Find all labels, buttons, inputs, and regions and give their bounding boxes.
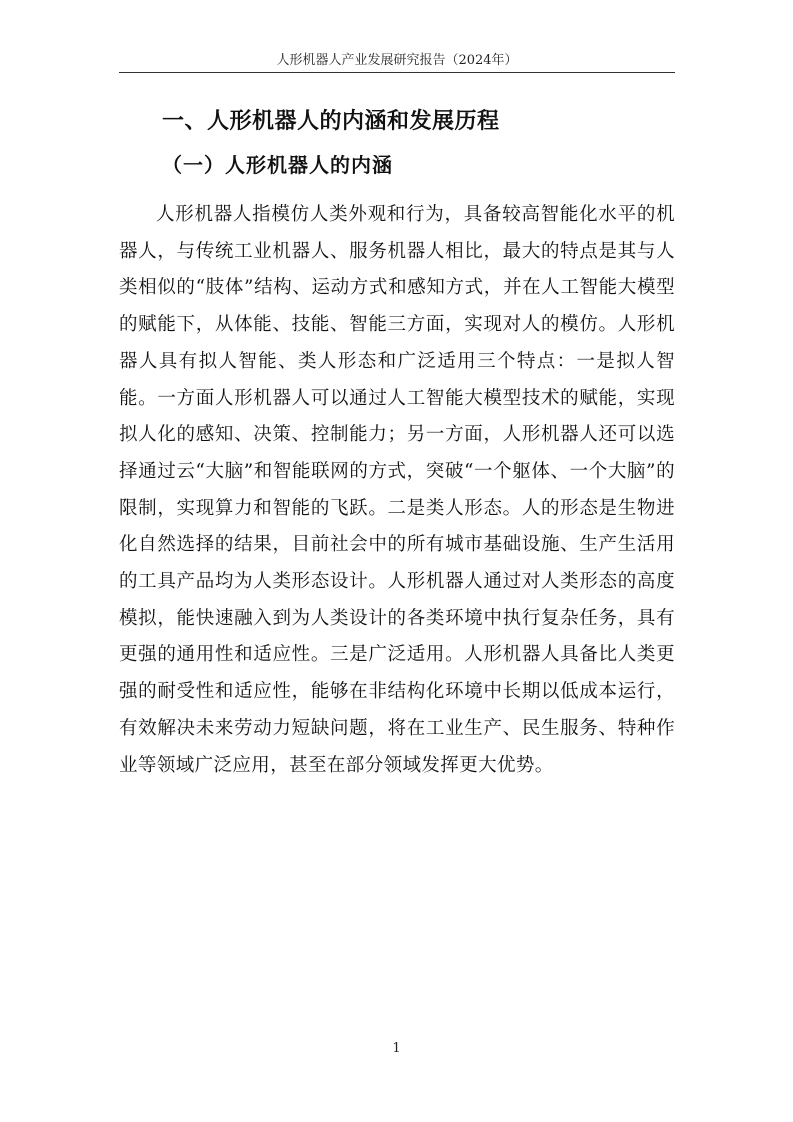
section-heading: 一、人形机器人的内涵和发展历程 — [162, 109, 500, 134]
body-paragraph: 人形机器人指模仿人类外观和行为，具备较高智能化水平的机器人，与传统工业机器人、服务机器人相比，最大的特点是其与人类相似的“肢体”结构、运动方式和感知方式，并在人工智能大模型的赋能下，从体能、技能、智能三方面，实现对人的模仿。人形机器人具有拟人智能、类人形态和广泛适用三个特点：一是拟人智能。一方面人形机器人可以通过人工智能大模型技术的赋能，实现拟人化的感知、决策、控制能力；另一方面，人形机器人还可以选择通过云“大脑”和智能联网的方式，突破“一个躯体、一个大脑”的限制，实现算力和智能的飞跃。二是类人形态。人的形态是生物进化自然选择的结果，目前社会中的所有城市基础设施、生产生活用的工具产品均为人类形态设计。人形机器人通过对人类形态的高度模拟，能快速融入到为人类设计的各类环境中执行复杂任务，具有更强的通用性和适应性。三是广泛适用。人形机器人具备比人类更强的耐受性和适应性，能够在非结构化环境中长期以低成本运行，有效解决未来劳动力短缺问题，将在工业生产、民生服务、特种作业等领域广泛应用，甚至在部分领域发挥更大优势。 — [119, 204, 675, 776]
subsection-heading: （一）人形机器人的内涵 — [162, 153, 393, 177]
page-number: 1 — [392, 1041, 401, 1056]
header-divider — [119, 72, 675, 73]
running-header: 人形机器人产业发展研究报告（2024年） — [276, 53, 518, 68]
